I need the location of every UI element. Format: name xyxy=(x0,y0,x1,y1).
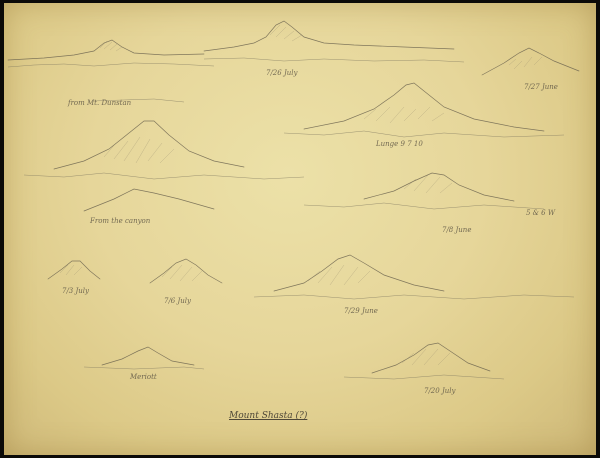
label-annotation-mid: Lunge 9 7 10 xyxy=(376,140,423,148)
label-date-center-large: 7/29 June xyxy=(344,307,378,315)
label-from-mt-dunstan: from Mt. Dunstan xyxy=(68,99,132,107)
label-from-the-canyon: From the canyon xyxy=(90,217,151,225)
mountain-sketches xyxy=(4,3,596,455)
label-date-small-left: 7/3 July xyxy=(62,287,89,295)
label-note-far-right: 5 & 6 W xyxy=(526,209,556,217)
label-date-top-right: 7/27 June xyxy=(524,83,558,91)
label-date-left-pair: 7/6 July xyxy=(164,297,191,305)
label-date-top-center: 7/26 July xyxy=(266,69,298,77)
sketch-sheet xyxy=(4,3,596,455)
label-date-bottom-right: 7/20 July xyxy=(424,387,456,395)
sheet-title: Mount Shasta (?) xyxy=(229,411,308,421)
label-date-mid-right: 7/8 June xyxy=(442,226,472,234)
label-small-bottom-left: Meriott xyxy=(130,373,157,381)
